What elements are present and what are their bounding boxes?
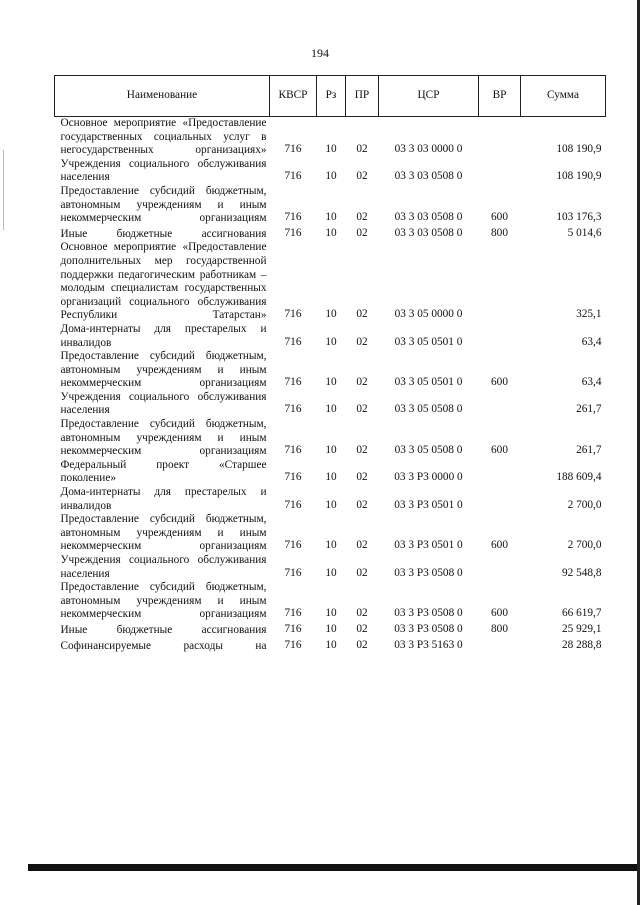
cell-sum: 2 700,0 [567,539,602,552]
cell-vr [479,323,521,350]
table-row [55,350,606,391]
table-body [55,117,606,654]
cell-name: Дома-интернаты для престарелых и инвалидов [60,322,267,349]
cell-csr: 03 3 P3 5163 0 [394,638,463,651]
cell-kvsr: 716 [284,471,302,484]
cell-sum: 261,7 [576,403,602,416]
table-row [55,486,606,513]
cell-csr: 03 3 05 0508 0 [394,403,463,416]
cell-rz: 10 [325,471,337,484]
cell-rz: 10 [325,539,337,552]
cell-sum: 2 700,0 [567,498,602,511]
cell-kvsr: 716 [284,170,302,183]
cell-sum: 63,4 [581,376,602,389]
cell-csr: 03 3 P3 0508 0 [394,622,463,635]
cell-csr: 03 3 03 0508 0 [394,211,463,224]
cell-rz: 10 [325,335,337,348]
cell-pr: 02 [356,498,368,511]
cell-kvsr: 716 [284,335,302,348]
cell-rz: 10 [325,607,337,620]
header-kvsr: КВСР [270,76,317,117]
cell-csr: 03 3 03 0508 0 [394,170,463,183]
cell-name: Предоставление субсидий бюджетным, автономным учреждениям и иным некоммерческим организациям [60,184,267,225]
cell-kvsr: 716 [284,622,302,635]
cell-csr: 03 3 03 0508 0 [394,226,463,239]
cell-csr: 03 3 05 0508 0 [394,444,463,457]
cell-vr [479,554,521,581]
cell-csr: 03 3 P3 0501 0 [394,539,463,552]
cell-pr: 02 [356,226,368,239]
cell-sum: 92 548,8 [561,566,602,579]
cell-name: Федеральный проект «Старшее поколение» [60,458,267,485]
cell-vr [479,117,521,158]
cell-name: Предоставление субсидий бюджетным, автономным учреждениям и иным некоммерческим организациям [60,513,267,553]
cell-name: Предоставление субсидий бюджетным, автономным учреждениям и иным некоммерческим организациям [60,350,267,390]
cell-pr: 02 [356,607,368,620]
cell-sum: 108 190,9 [556,143,602,156]
cell-pr: 02 [356,170,368,183]
cell-name: Предоставление субсидий бюджетным, автономным учреждениям и иным некоммерческим организациям [60,418,267,458]
cell-rz: 10 [325,638,337,651]
cell-vr: 800 [491,622,508,635]
cell-pr: 02 [356,566,368,579]
cell-sum: 325,1 [576,308,602,321]
table-row [55,513,606,554]
cell-vr: 600 [491,444,508,457]
cell-sum: 28 288,8 [561,638,602,651]
page-number: 194 [311,46,329,60]
header-rz: Рз [317,76,346,117]
table-row [55,117,606,158]
cell-kvsr: 716 [284,444,302,457]
table-row [55,581,606,622]
table-row [55,638,606,654]
cell-name: Дома-интернаты для престарелых и инвалидов [60,486,267,512]
cell-kvsr: 716 [284,539,302,552]
cell-kvsr: 716 [284,566,302,579]
cell-sum: 188 609,4 [556,471,602,484]
cell-rz: 10 [325,308,337,321]
cell-sum: 25 929,1 [561,622,602,635]
table-row [55,158,606,185]
cell-name: Учреждения социального обслуживания населения [60,390,267,417]
header-vr: ВР [479,76,521,117]
cell-rz: 10 [325,226,337,239]
cell-pr: 02 [356,143,368,156]
table-row [55,241,606,323]
cell-kvsr: 716 [284,607,302,620]
table-row [55,323,606,350]
cell-vr: 600 [491,539,508,552]
cell-rz: 10 [325,211,337,224]
table-row [55,185,606,226]
header-pr: ПР [346,76,379,117]
cell-rz: 10 [325,622,337,635]
cell-pr: 02 [356,335,368,348]
cell-name: Софинансируемые расходы на [60,639,267,652]
table-header-row [55,76,606,117]
cell-sum: 103 176,3 [556,211,602,224]
cell-name: Основное мероприятие «Предоставление дополнительных мер государственной поддержки педагогическим работникам – молодым специалистам государственных организаций социального обслуживания Республики Татарстан» [60,241,267,322]
cell-pr: 02 [356,444,368,457]
cell-name: Иные бюджетные ассигнования [60,227,267,240]
header-name: Наименование [55,76,270,117]
cell-kvsr: 716 [284,211,302,224]
cell-kvsr: 716 [284,143,302,156]
cell-pr: 02 [356,638,368,651]
cell-rz: 10 [325,403,337,416]
cell-kvsr: 716 [284,308,302,321]
cell-vr: 600 [491,376,508,389]
cell-kvsr: 716 [284,498,302,511]
table-row [55,622,606,638]
table-row [55,391,606,418]
cell-rz: 10 [325,143,337,156]
cell-pr: 02 [356,211,368,224]
cell-pr: 02 [356,539,368,552]
cell-rz: 10 [325,444,337,457]
cell-rz: 10 [325,170,337,183]
cell-csr: 03 3 P3 0000 0 [394,471,463,484]
header-csr: ЦСР [379,76,479,117]
cell-pr: 02 [356,403,368,416]
cell-csr: 03 3 05 0501 0 [394,335,463,348]
scan-bottom-bar [28,864,640,871]
cell-vr [479,459,521,486]
cell-vr [479,158,521,185]
cell-kvsr: 716 [284,638,302,651]
cell-sum: 108 190,9 [556,170,602,183]
cell-vr: 600 [491,607,508,620]
cell-vr [479,638,521,654]
table-row [55,418,606,459]
cell-kvsr: 716 [284,376,302,389]
cell-csr: 03 3 05 0501 0 [394,376,463,389]
cell-rz: 10 [325,498,337,511]
cell-pr: 02 [356,471,368,484]
cell-csr: 03 3 05 0000 0 [394,308,463,321]
cell-sum: 66 619,7 [561,607,602,620]
cell-vr: 800 [491,226,508,239]
cell-name: Иные бюджетные ассигнования [60,623,267,636]
cell-sum: 5 014,6 [567,226,602,239]
budget-table [54,75,606,653]
cell-rz: 10 [325,376,337,389]
cell-vr [479,391,521,418]
header-sum: Сумма [521,76,606,117]
scan-margin-mark [3,150,6,230]
cell-csr: 03 3 P3 0508 0 [394,607,463,620]
cell-pr: 02 [356,622,368,635]
table-row [55,226,606,242]
cell-name: Основное мероприятие «Предоставление государственных социальных услуг в негосударственных организациях» [60,117,267,157]
cell-name: Учреждения социального обслуживания населения [60,554,267,580]
cell-kvsr: 716 [284,226,302,239]
cell-kvsr: 716 [284,403,302,416]
cell-rz: 10 [325,566,337,579]
cell-name: Предоставление субсидий бюджетным, автономным учреждениям и иным некоммерческим организациям [60,581,267,621]
cell-vr [479,241,521,323]
cell-csr: 03 3 P3 0508 0 [394,566,463,579]
table-row [55,459,606,486]
cell-sum: 63,4 [581,335,602,348]
table-row [55,554,606,581]
cell-vr: 600 [491,211,508,224]
cell-csr: 03 3 P3 0501 0 [394,498,463,511]
cell-csr: 03 3 03 0000 0 [394,143,463,156]
cell-pr: 02 [356,376,368,389]
cell-sum: 261,7 [576,444,602,457]
cell-pr: 02 [356,308,368,321]
cell-vr [479,486,521,513]
cell-name: Учреждения социального обслуживания населения [60,157,267,184]
